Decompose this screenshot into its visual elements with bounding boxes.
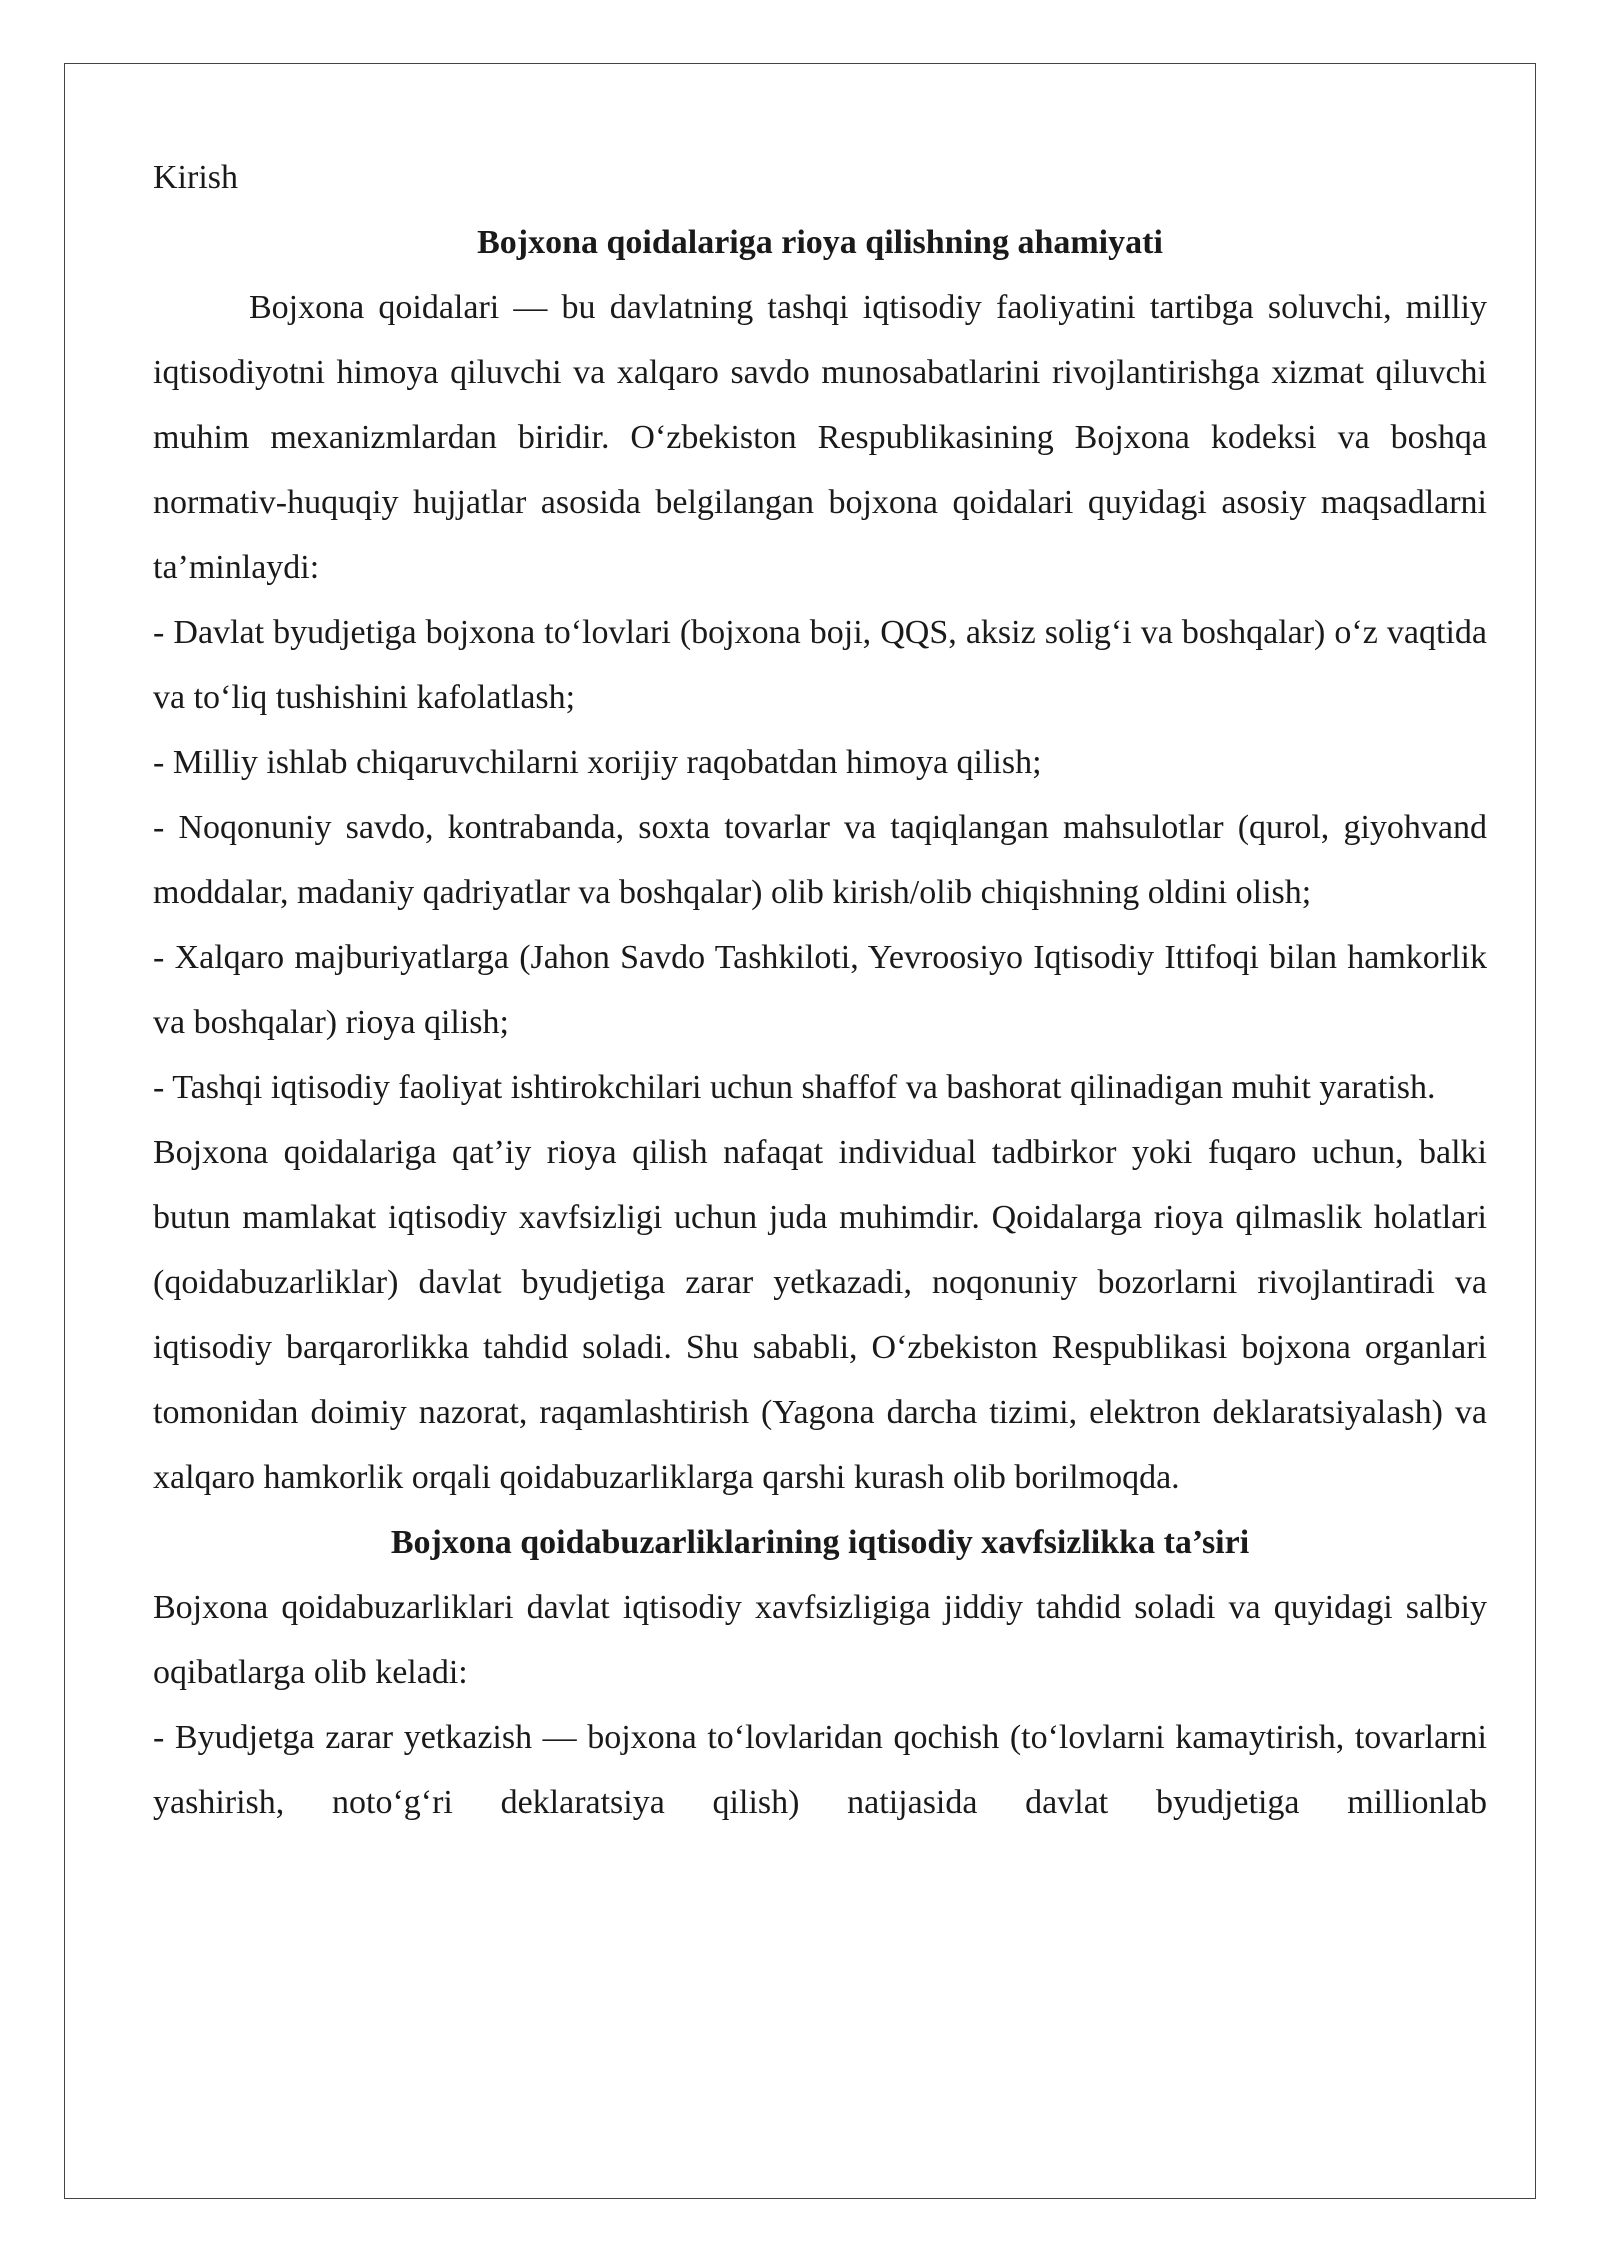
paragraph-intro: Bojxona qoidalari — bu davlatning tashqi iqtisodiy faoliyatini tartibga soluvchi, milliy iqtisodiyotni himoya qiluvchi va xalqaro savdo munosabatlarini rivojlantirishga xizmat qiluvchi muhim mexanizmlardan biridir. O‘zbekiston Respublikasining Bojxona kodeksi va boshqa normativ-huquqiy hujjatlar asosida belgilangan bojxona qoidalari quyidagi asosiy maqsadlarni ta’minlaydi: (153, 289, 1487, 586)
list-item: - Byudjetga zarar yetkazish — bojxona to‘lovlaridan qochish (to‘lovlarni kamaytirish, tovarlarni yashirish, noto‘g‘ri deklaratsiya qilish) natijasida davlat byudjetiga millionlab (153, 1719, 1487, 1821)
section-heading-importance: Bojxona qoidalariga rioya qilishning ahamiyati (477, 224, 1163, 261)
paragraph-compliance: Bojxona qoidalariga qat’iy rioya qilish nafaqat individual tadbirkor yoki fuqaro uchun, balki butun mamlakat iqtisodiy xavfsizligi uchun juda muhimdir. Qoidalarga rioya qilmaslik holatlari (qoidabuzarliklar) davlat byudjetiga zarar yetkazadi, noqonuniy bozorlarni rivojlantiradi va iqtisodiy barqarorlikka tahdid soladi. Shu sababli, O‘zbekiston Respublikasi bojxona organlari tomonidan doimiy nazorat, raqamlashtirish (Yagona darcha tizimi, elektron deklaratsiyalash) va xalqaro hamkorlik orqali qoidabuzarliklarga qarshi kurash olib borilmoqda. (153, 1134, 1487, 1496)
section-heading-impact: Bojxona qoidabuzarliklarining iqtisodiy xavfsizlikka ta’siri (390, 1524, 1250, 1561)
list-item: - Xalqaro majburiyatlarga (Jahon Savdo Tashkiloti, Yevroosiyo Iqtisodiy Ittifoqi bilan hamkorlik va boshqalar) rioya qilish; (153, 939, 1487, 1041)
intro-label: Kirish (153, 159, 238, 196)
list-item: - Noqonuniy savdo, kontrabanda, soxta tovarlar va taqiqlangan mahsulotlar (qurol, giyohvand moddalar, madaniy qadriyatlar va boshqalar) olib kirish/olib chiqishning oldini olish; (153, 809, 1487, 911)
list-item: - Davlat byudjetiga bojxona to‘lovlari (bojxona boji, QQS, aksiz solig‘i va boshqalar) o‘z vaqtida va to‘liq tushishini kafolatlash; (153, 614, 1487, 716)
list-item: - Tashqi iqtisodiy faoliyat ishtirokchilari uchun shaffof va bashorat qilinadigan muhit yaratish. (153, 1069, 1436, 1106)
paragraph-impact-intro: Bojxona qoidabuzarliklari davlat iqtisodiy xavfsizligiga jiddiy tahdid soladi va quyidagi salbiy oqibatlarga olib keladi: (153, 1589, 1487, 1691)
list-item: - Milliy ishlab chiqaruvchilarni xorijiy raqobatdan himoya qilish; (153, 744, 1042, 781)
document-body (153, 145, 1487, 1835)
